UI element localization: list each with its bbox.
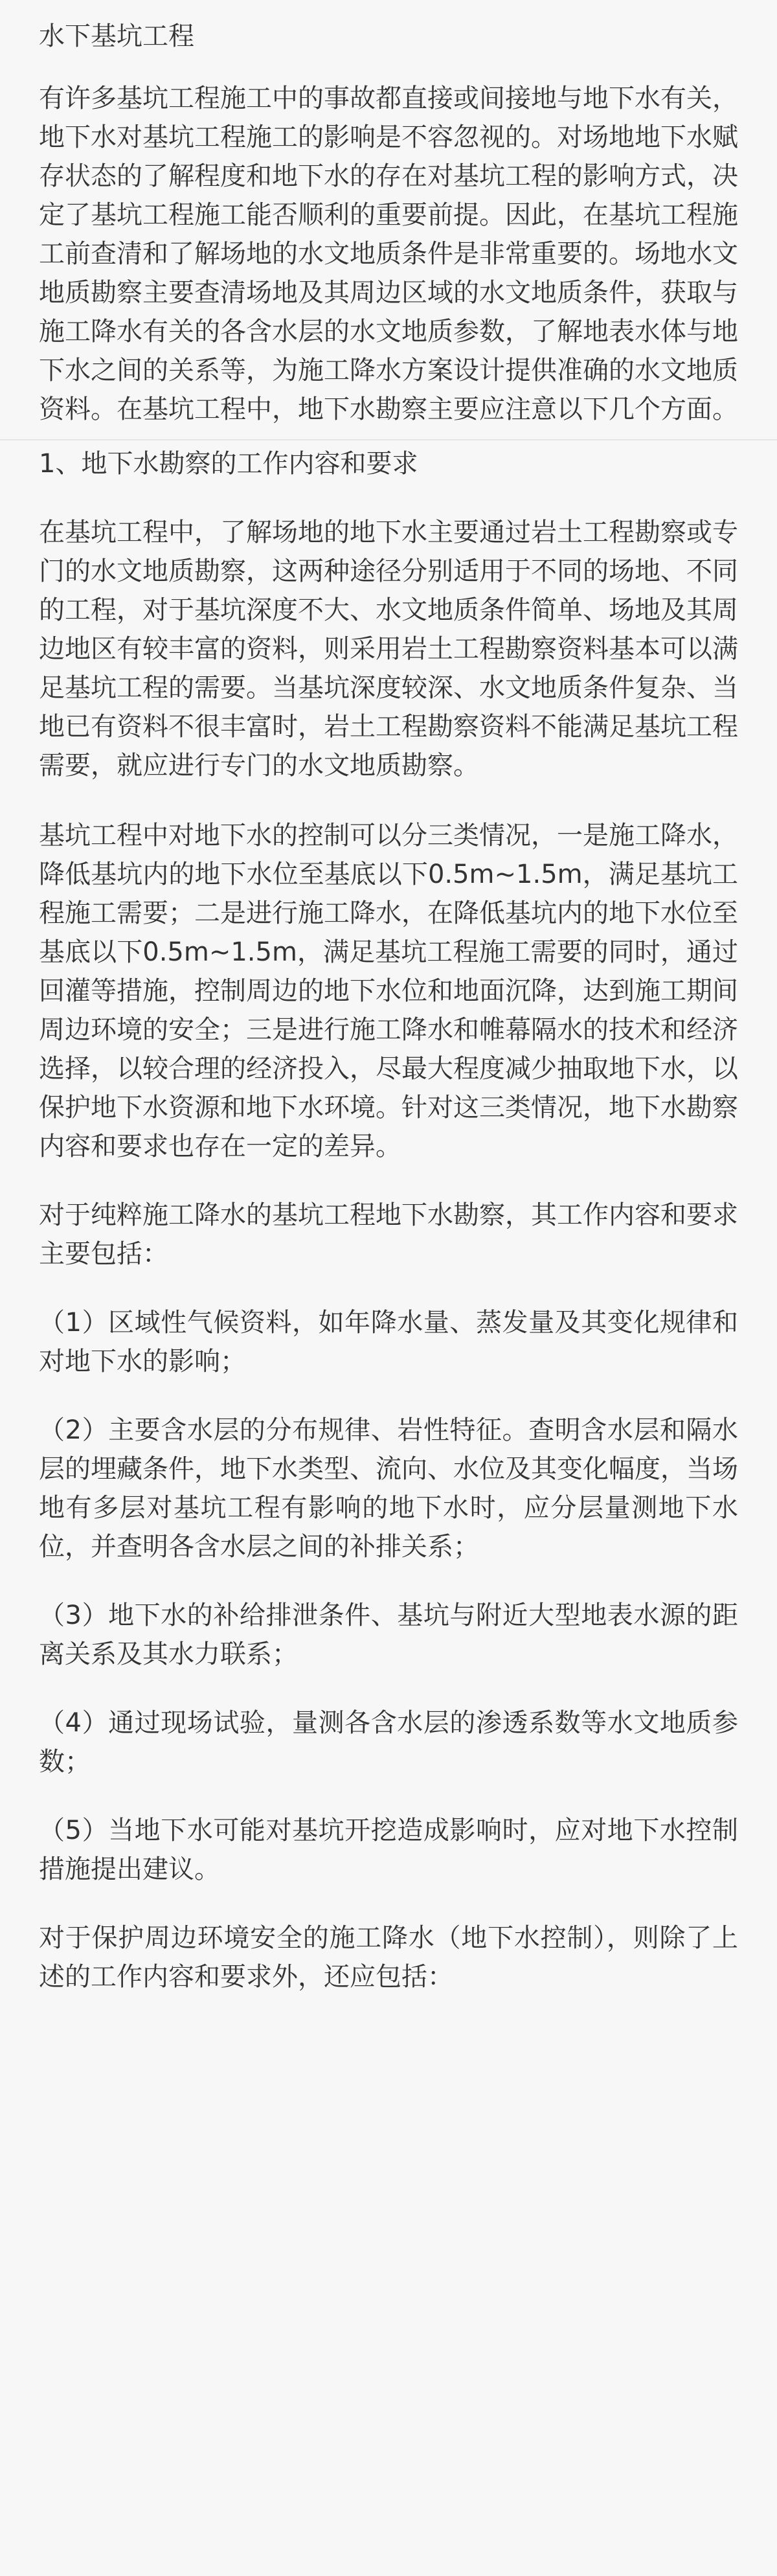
- list-item-5: （5）当地下水可能对基坑开挖造成影响时，应对地下水控制措施提出建议。: [39, 1816, 738, 1884]
- list-item-4: （4）通过现场试验，量测各含水层的渗透系数等水文地质参数；: [39, 1708, 738, 1777]
- list-item-3: （3）地下水的补给排泄条件、基坑与附近大型地表水源的距离关系及其水力联系；: [39, 1601, 738, 1669]
- body-paragraph-3: 对于纯粹施工降水的基坑工程地下水勘察，其工作内容和要求主要包括：: [39, 1200, 738, 1269]
- intro-paragraph: 有许多基坑工程施工中的事故都直接或间接地与地下水有关，地下水对基坑工程施工的影响是不容忽视的。对场地地下水赋存状态的了解程度和地下水的存在对基坑工程的影响方式，决定了基坑工程施工能否顺利的重要前提。因此，在基坑工程施工前查清和了解场地的水文地质条件是非常重要的。场地水文地质勘察主要查清场地及其周边区域的水文地质条件，获取与施工降水有关的各含水层的水文地质参数，了解地表水体与地下水之间的关系等，为施工降水方案设计提供准确的水文地质资料。在基坑工程中，地下水勘察主要应注意以下几个方面。: [39, 84, 738, 424]
- list-item-1: （1）区域性气候资料，如年降水量、蒸发量及其变化规律和对地下水的影响；: [39, 1308, 738, 1376]
- section-1: [0, 439, 777, 1996]
- list-item-2: （2）主要含水层的分布规律、岩性特征。查明含水层和隔水层的埋藏条件，地下水类型、流向、水位及其变化幅度，当场地有多层对基坑工程有影响的地下水时，应分层量测地下水位，并查明各含水层之间的补排关系；: [39, 1415, 738, 1562]
- body-paragraph-4: 对于保护周边环境安全的施工降水（地下水控制），则除了上述的工作内容和要求外，还应包括：: [39, 1923, 738, 1992]
- body-paragraph-1: 在基坑工程中，了解场地的地下水主要通过岩土工程勘察或专门的水文地质勘察，这两种途径分别适用于不同的场地、不同的工程，对于基坑深度不大、水文地质条件简单、场地及其周边地区有较丰富的资料，则采用岩土工程勘察资料基本可以满足基坑工程的需要。当基坑深度较深、水文地质条件复杂、当地已有资料不很丰富时，岩土工程勘察资料不能满足基坑工程需要，就应进行专门的水文地质勘察。: [39, 518, 738, 781]
- body-paragraph-2: 基坑工程中对地下水的控制可以分三类情况，一是施工降水，降低基坑内的地下水位至基底以下0.5m~1.5m，满足基坑工程施工需要；二是进行施工降水，在降低基坑内的地下水位至基底以下0.5m~1.5m，满足基坑工程施工需要的同时，通过回灌等措施，控制周边的地下水位和地面沉降，达到施工期间周边环境的安全；三是进行施工降水和帷幕隔水的技术和经济选择，以较合理的经济投入，尽最大程度减少抽取地下水，以保护地下水资源和地下水环境。针对这三类情况，地下水勘察内容和要求也存在一定的差异。: [39, 821, 738, 1161]
- section-heading: 1、地下水勘察的工作内容和要求: [39, 449, 418, 479]
- document-title: 水下基坑工程: [39, 21, 194, 51]
